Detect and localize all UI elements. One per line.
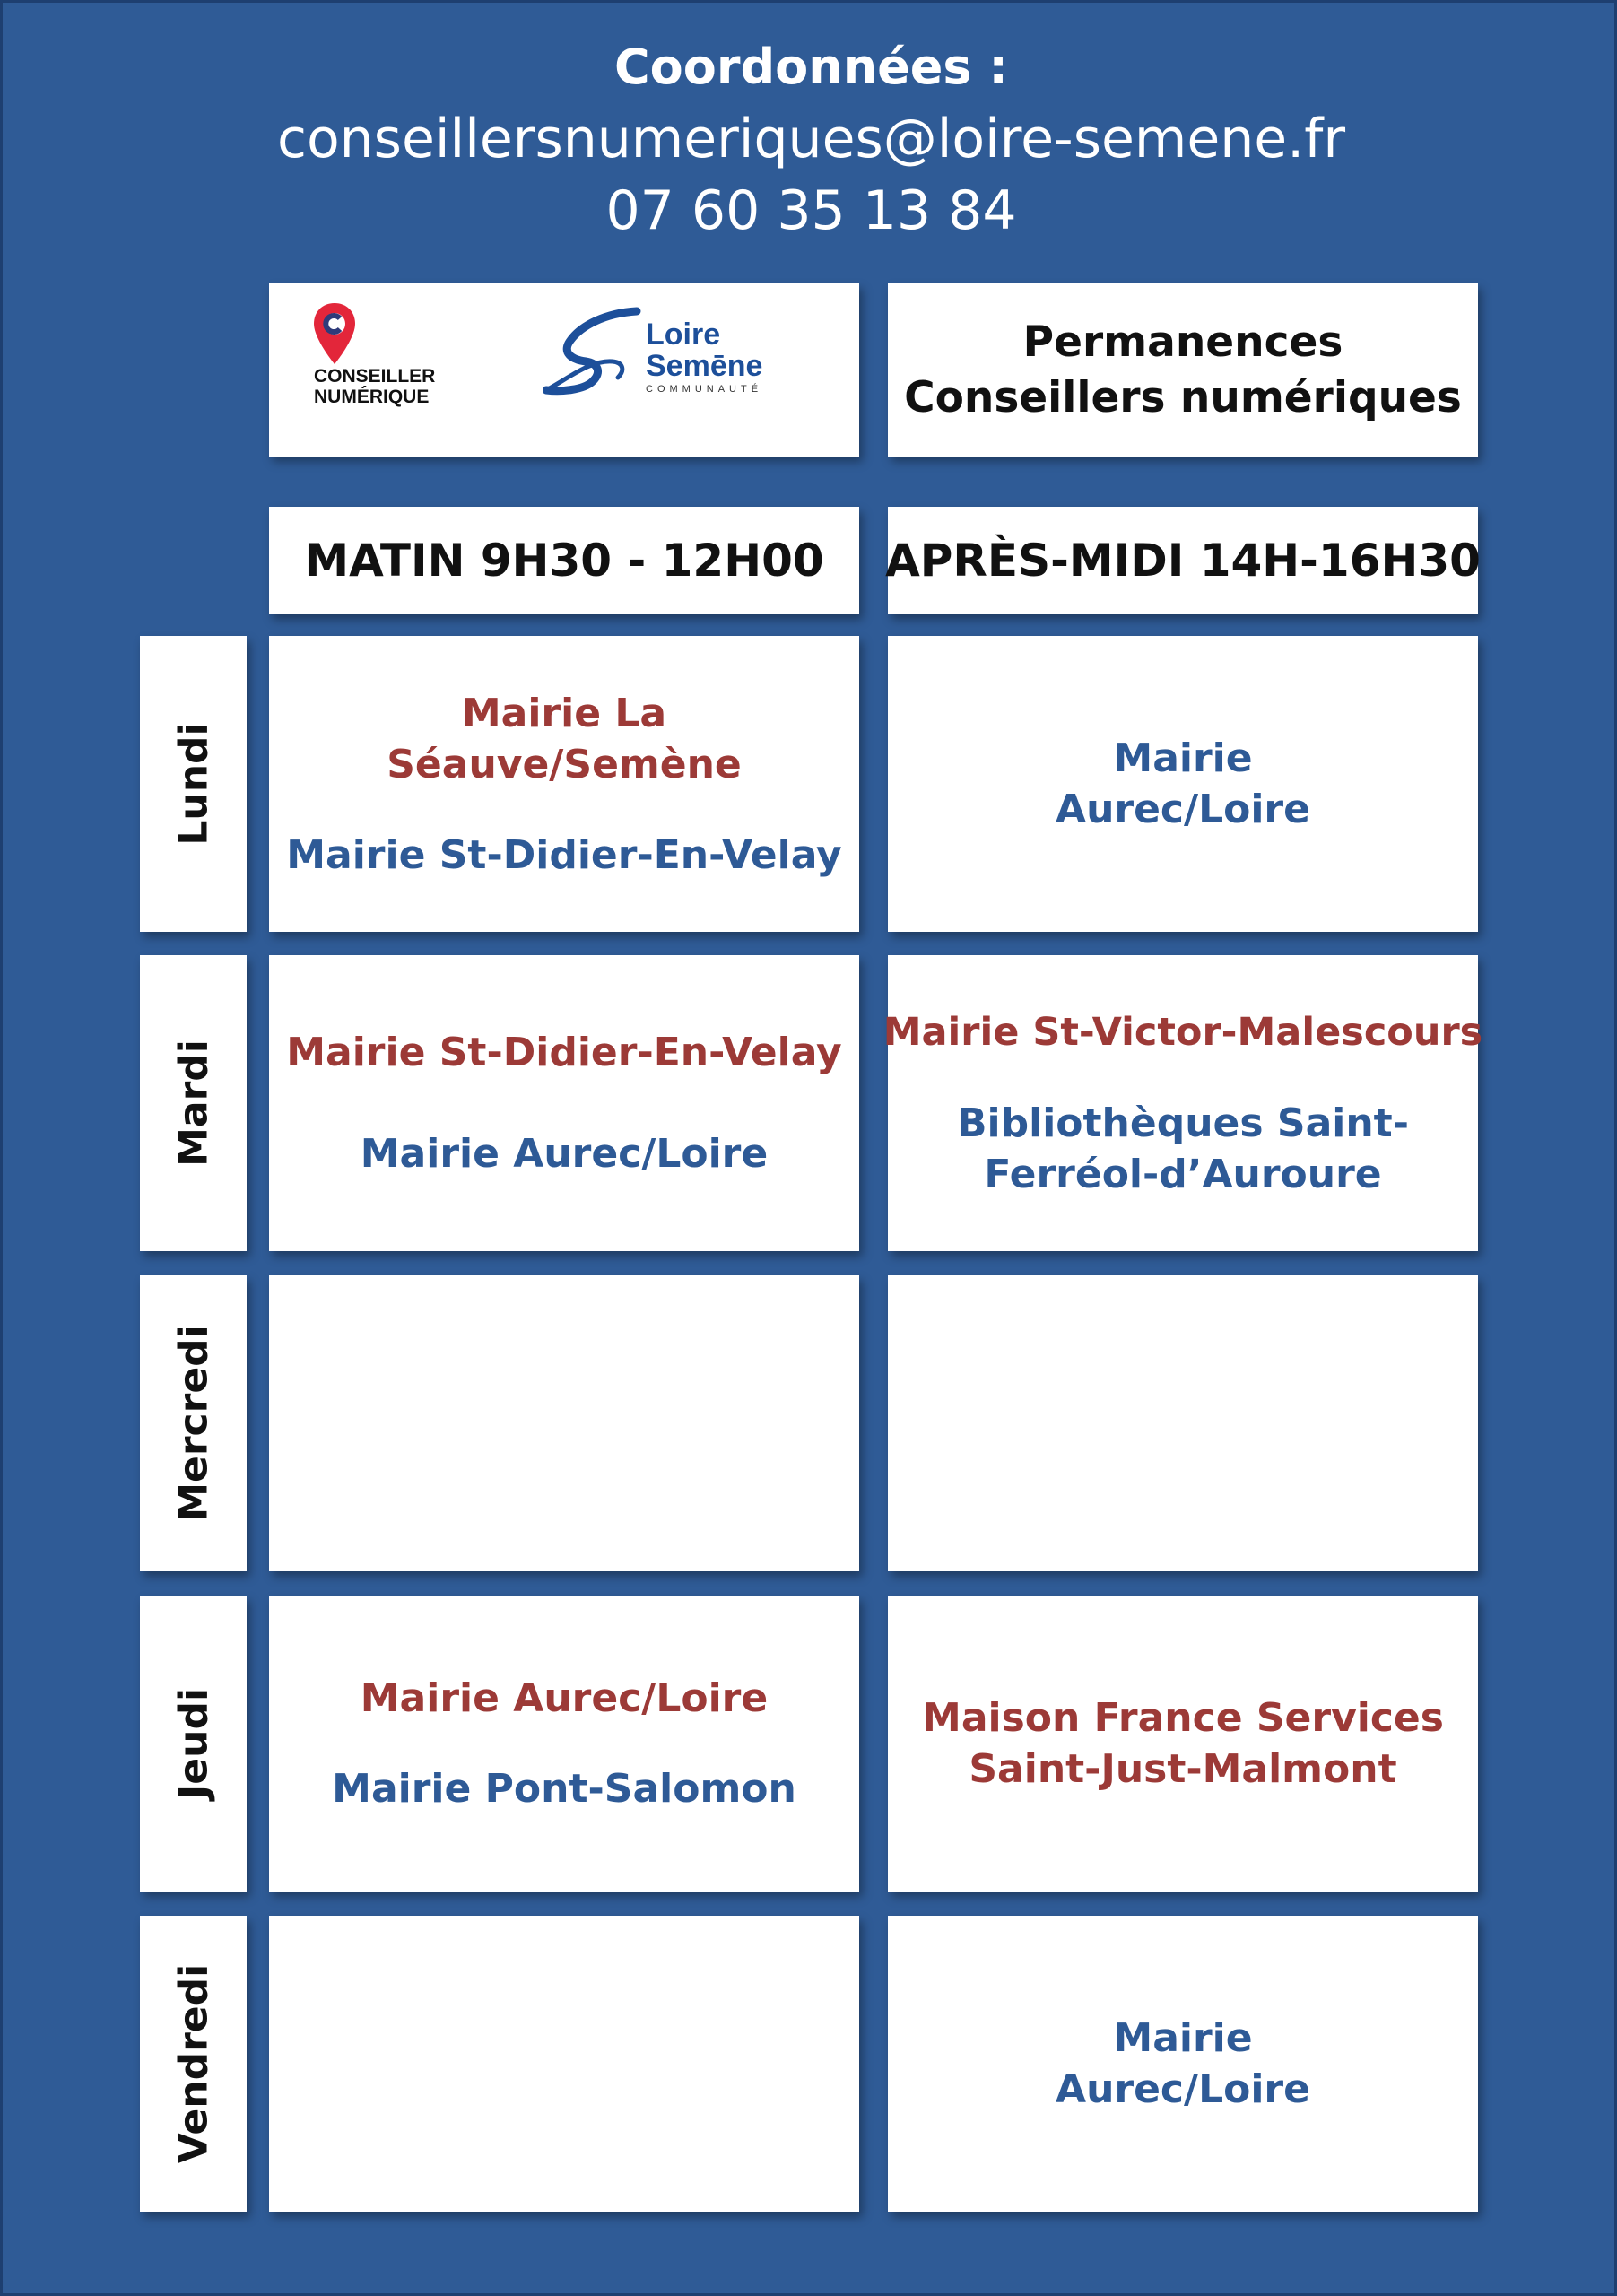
permanences-heading-box <box>888 283 1478 457</box>
heading-line2: Conseillers numériques <box>904 372 1462 422</box>
cell-wednesday-afternoon <box>888 1275 1478 1571</box>
location-text: Mairie La <box>461 690 667 736</box>
day-label-friday <box>140 1916 247 2212</box>
location-text: Mairie St-Didier-En-Velay <box>286 831 842 878</box>
heading-line1: Permanences <box>1022 317 1343 367</box>
column-header-afternoon: APRÈS-MIDI 14H-16H30 <box>888 507 1478 614</box>
cell-friday-afternoon <box>888 1916 1478 2212</box>
loire-line1: Loire <box>646 317 721 352</box>
location-text: Aurec/Loire <box>1056 2066 1310 2112</box>
location-text: Ferréol-d’Auroure <box>984 1151 1382 1197</box>
cell-thursday-afternoon <box>888 1596 1478 1892</box>
cell-thursday-morning <box>269 1596 859 1892</box>
conseiller-numerique-logo-text <box>314 366 435 407</box>
location-text: Mairie St-Didier-En-Velay <box>286 1030 842 1075</box>
location-text: Bibliothèques Saint- <box>957 1100 1409 1146</box>
logos-box <box>269 283 859 457</box>
location-text: Mairie Pont-Salomon <box>332 1766 796 1812</box>
cell-wednesday-morning <box>269 1275 859 1571</box>
location-text: Mairie <box>1113 735 1253 781</box>
location-text: Maison France Services <box>922 1695 1444 1741</box>
day-text: Mardi <box>170 1039 216 1167</box>
location-text: Aurec/Loire <box>1056 787 1310 832</box>
day-text: Mercredi <box>170 1325 216 1522</box>
contact-phone[interactable]: 07 60 35 13 84 <box>605 179 1017 242</box>
location-text: Saint-Just-Malmont <box>969 1746 1397 1792</box>
column-header-morning: MATIN 9H30 - 12H00 <box>269 507 859 614</box>
contact-email[interactable]: conseillersnumeriques@loire-semene.fr <box>276 108 1346 170</box>
cell-tuesday-morning <box>269 955 859 1251</box>
conseiller-line1: CONSEILLER <box>314 366 436 387</box>
contact-title: Coordonnées : <box>614 39 1008 95</box>
loire-line2: Semēne <box>646 349 763 383</box>
cell-friday-morning <box>269 1916 859 2212</box>
day-text: Vendredi <box>170 1963 216 2164</box>
cell-monday-afternoon <box>888 636 1478 932</box>
conseiller-line2: NUMÉRIQUE <box>314 387 430 407</box>
day-label-tuesday <box>140 955 247 1251</box>
loire-semene-logo-text <box>646 319 762 396</box>
day-label-monday <box>140 636 247 932</box>
loire-line3: COMMUNAUTÉ <box>646 384 763 395</box>
day-label-thursday <box>140 1596 247 1892</box>
day-text: Lundi <box>170 722 216 846</box>
location-text: Mairie St-Victor-Malescours <box>882 1009 1483 1055</box>
location-text: Mairie Aurec/Loire <box>360 1131 769 1177</box>
location-text: Mairie <box>1113 2015 1253 2061</box>
loire-semene-swoosh-icon <box>543 306 641 396</box>
contact-block <box>3 31 1617 247</box>
cell-tuesday-afternoon <box>882 955 1483 1251</box>
cell-monday-morning <box>269 636 859 932</box>
location-text: Séauve/Semène <box>387 741 742 787</box>
day-label-wednesday <box>140 1275 247 1571</box>
day-text: Jeudi <box>170 1687 216 1800</box>
conseiller-numerique-pin-icon <box>312 301 357 366</box>
location-text: Mairie Aurec/Loire <box>360 1675 769 1721</box>
